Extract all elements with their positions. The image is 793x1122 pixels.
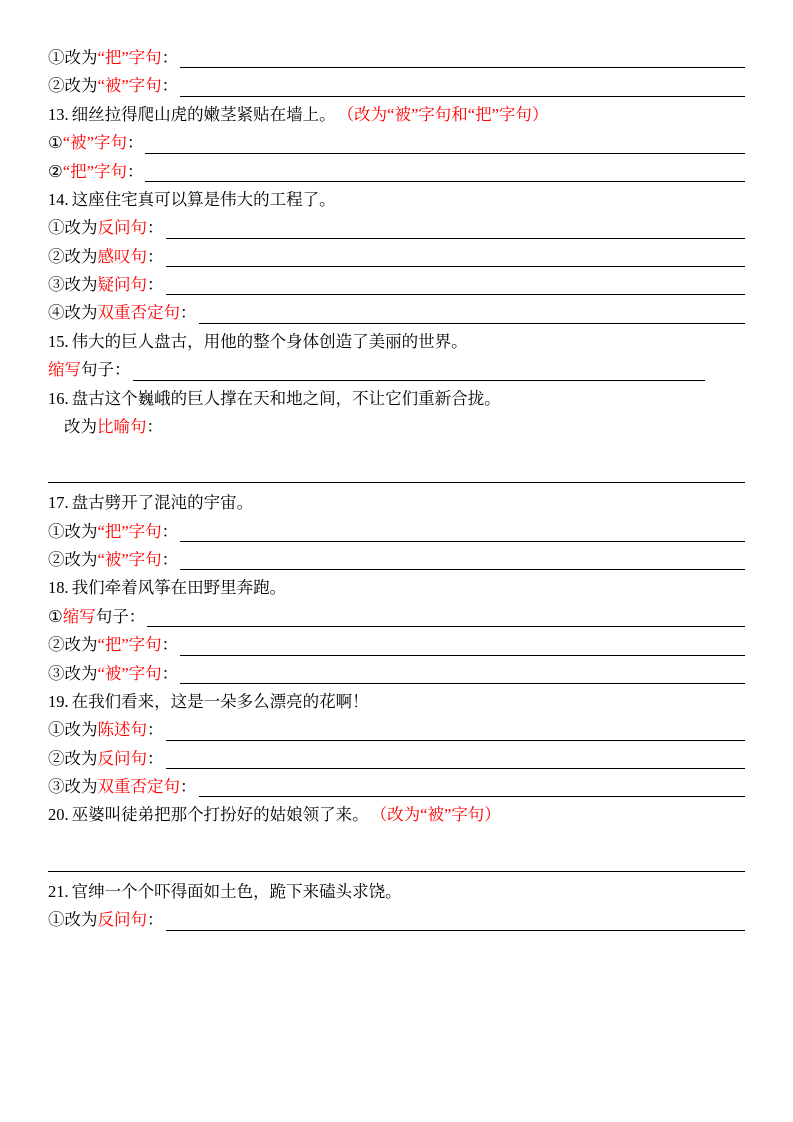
label-type: 反问句 bbox=[97, 218, 147, 238]
exercise-line-q21-a bbox=[48, 906, 745, 934]
exercise-line-q14-c bbox=[48, 271, 745, 299]
question-stem-13 bbox=[48, 101, 745, 129]
answer-blank[interactable] bbox=[145, 180, 745, 182]
label-type: “把”字句 bbox=[62, 161, 127, 181]
question-stem-14 bbox=[48, 186, 745, 214]
question-stem-17 bbox=[48, 489, 745, 517]
label-colon: ： bbox=[146, 416, 163, 436]
question-instruction: （改为“被”字句和“把”字句） bbox=[337, 104, 549, 124]
exercise-line-q18-a bbox=[48, 603, 745, 631]
label-colon: ： bbox=[180, 777, 197, 796]
exercise-line-q13-b bbox=[48, 158, 745, 186]
label-colon: ： bbox=[147, 748, 164, 768]
question-text: 细丝拉得爬山虎的嫩茎紧贴在墙上。 bbox=[71, 104, 336, 124]
exercise-line-q14-a bbox=[48, 214, 745, 242]
label-colon: ： bbox=[161, 663, 179, 683]
label-prefix: ③改为 bbox=[48, 275, 98, 294]
label-prefix: ①改为 bbox=[48, 720, 98, 740]
label-type: “被”字句 bbox=[97, 76, 162, 96]
exercise-line-q18-b bbox=[48, 631, 745, 659]
label-colon: ： bbox=[161, 76, 179, 96]
question-text: 官绅一个个吓得面如土色，跪下来磕头求饶。 bbox=[71, 881, 402, 901]
answer-blank[interactable] bbox=[180, 540, 745, 542]
exercise-line-q12-b bbox=[48, 72, 745, 100]
label-type: 双重否定句 bbox=[97, 777, 180, 796]
label-colon: 句子： bbox=[81, 360, 131, 380]
answer-rule-q16[interactable] bbox=[48, 481, 745, 483]
question-text: 巫婆叫徒弟把那个打扮好的姑娘领了来。 bbox=[71, 805, 369, 825]
label-prefix: ①改为 bbox=[48, 521, 98, 541]
answer-blank[interactable] bbox=[166, 739, 746, 741]
answer-blank[interactable] bbox=[166, 929, 746, 931]
label-type: 反问句 bbox=[97, 748, 147, 768]
question-stem-19 bbox=[48, 688, 745, 716]
question-text: 我们牵着风筝在田野里奔跑。 bbox=[71, 578, 287, 598]
label-type: 感叹句 bbox=[97, 246, 147, 266]
answer-blank[interactable] bbox=[180, 682, 745, 684]
answer-blank[interactable] bbox=[180, 95, 745, 97]
question-stem-21 bbox=[48, 878, 745, 906]
label-type: 陈述句 bbox=[97, 720, 147, 740]
label-colon: ： bbox=[147, 720, 164, 740]
label-type: 疑问句 bbox=[97, 275, 147, 294]
label-type: “被”字句 bbox=[97, 550, 162, 569]
exercise-line-q17-b bbox=[48, 546, 745, 574]
label-type: “把”字句 bbox=[97, 521, 162, 541]
question-number: 14. bbox=[48, 189, 69, 209]
label-colon: ： bbox=[161, 521, 179, 541]
label-prefix: ③改为 bbox=[48, 663, 98, 683]
question-stem-18 bbox=[48, 574, 745, 602]
label-type: 缩写 bbox=[48, 360, 81, 380]
answer-blank[interactable] bbox=[180, 66, 745, 68]
label-prefix: ①改为 bbox=[48, 910, 98, 930]
question-number: 13. bbox=[48, 104, 69, 124]
label-prefix: ②改为 bbox=[48, 748, 98, 768]
answer-blank[interactable] bbox=[166, 265, 746, 267]
question-number: 18. bbox=[48, 578, 69, 598]
label-colon: ： bbox=[126, 161, 144, 181]
label-prefix: ②改为 bbox=[48, 550, 98, 569]
exercise-line-q17-a bbox=[48, 518, 745, 546]
exercise-line-q15-a bbox=[48, 356, 745, 384]
exercise-line-q16-a bbox=[48, 413, 745, 441]
label-type: “把”字句 bbox=[97, 635, 162, 655]
answer-blank[interactable] bbox=[180, 654, 745, 656]
answer-blank[interactable] bbox=[166, 293, 746, 295]
label-prefix: ①改为 bbox=[48, 48, 98, 67]
question-text: 伟大的巨人盘古，用他的整个身体创造了美丽的世界。 bbox=[71, 331, 468, 351]
label-prefix: ② bbox=[48, 161, 63, 181]
answer-blank[interactable] bbox=[180, 568, 745, 570]
label-colon: ： bbox=[147, 246, 164, 266]
exercise-line-q12-a bbox=[48, 44, 745, 72]
answer-blank[interactable] bbox=[166, 237, 746, 239]
question-stem-20 bbox=[48, 801, 745, 829]
label-colon: ： bbox=[161, 635, 179, 655]
label-type: 反问句 bbox=[97, 910, 147, 930]
question-instruction: （改为“被”字句） bbox=[370, 805, 501, 825]
label-prefix: 改为 bbox=[64, 416, 97, 436]
spacer bbox=[48, 441, 745, 467]
answer-blank[interactable] bbox=[166, 767, 746, 769]
answer-blank[interactable] bbox=[147, 625, 745, 627]
label-colon: ： bbox=[147, 275, 164, 294]
answer-blank[interactable] bbox=[133, 379, 706, 381]
question-number: 21. bbox=[48, 881, 69, 901]
label-colon: ： bbox=[161, 550, 179, 569]
exercise-line-q14-d bbox=[48, 299, 745, 327]
label-prefix: ① bbox=[48, 133, 63, 153]
exercise-line-q18-c bbox=[48, 660, 745, 688]
label-colon: ： bbox=[180, 303, 197, 323]
exercise-line-q19-b bbox=[48, 745, 745, 773]
question-number: 16. bbox=[48, 388, 69, 408]
answer-blank[interactable] bbox=[199, 322, 746, 324]
exercise-line-q19-c bbox=[48, 773, 745, 801]
question-text: 在我们看来，这是一朵多么漂亮的花啊！ bbox=[71, 691, 369, 711]
label-colon: ： bbox=[147, 910, 164, 930]
label-prefix: ②改为 bbox=[48, 246, 98, 266]
question-text: 盘古劈开了混沌的宇宙。 bbox=[71, 493, 254, 513]
label-type: “被”字句 bbox=[62, 133, 127, 153]
label-prefix: ②改为 bbox=[48, 635, 98, 655]
exercise-line-q13-a bbox=[48, 129, 745, 157]
question-number: 17. bbox=[48, 493, 69, 513]
answer-blank[interactable] bbox=[145, 152, 745, 154]
label-prefix: ③改为 bbox=[48, 777, 98, 796]
spacer bbox=[48, 830, 745, 856]
label-colon: ： bbox=[147, 218, 164, 238]
question-number: 19. bbox=[48, 691, 69, 711]
question-text: 盘古这个巍峨的巨人撑在天和地之间，不让它们重新合拢。 bbox=[71, 388, 501, 408]
answer-rule-q20[interactable] bbox=[48, 870, 745, 872]
label-prefix: ②改为 bbox=[48, 76, 98, 96]
label-type: 双重否定句 bbox=[97, 303, 180, 323]
label-type: “被”字句 bbox=[97, 663, 162, 683]
answer-blank[interactable] bbox=[199, 795, 746, 797]
label-colon: 句子： bbox=[95, 606, 146, 626]
exercise-line-q14-b bbox=[48, 243, 745, 271]
label-prefix: ④改为 bbox=[48, 303, 98, 323]
label-colon: ： bbox=[126, 133, 144, 153]
question-stem-16 bbox=[48, 385, 745, 413]
label-type: 比喻句 bbox=[97, 416, 147, 436]
label-colon: ： bbox=[161, 48, 179, 67]
label-type: “把”字句 bbox=[97, 48, 162, 67]
label-prefix: ① bbox=[48, 606, 63, 626]
exercise-line-q19-a bbox=[48, 716, 745, 744]
label-type: 缩写 bbox=[62, 606, 96, 626]
label-prefix: ①改为 bbox=[48, 218, 98, 238]
question-number: 15. bbox=[48, 331, 69, 351]
question-stem-15 bbox=[48, 328, 745, 356]
question-number: 20. bbox=[48, 805, 69, 825]
question-text: 这座住宅真可以算是伟大的工程了。 bbox=[71, 189, 336, 209]
